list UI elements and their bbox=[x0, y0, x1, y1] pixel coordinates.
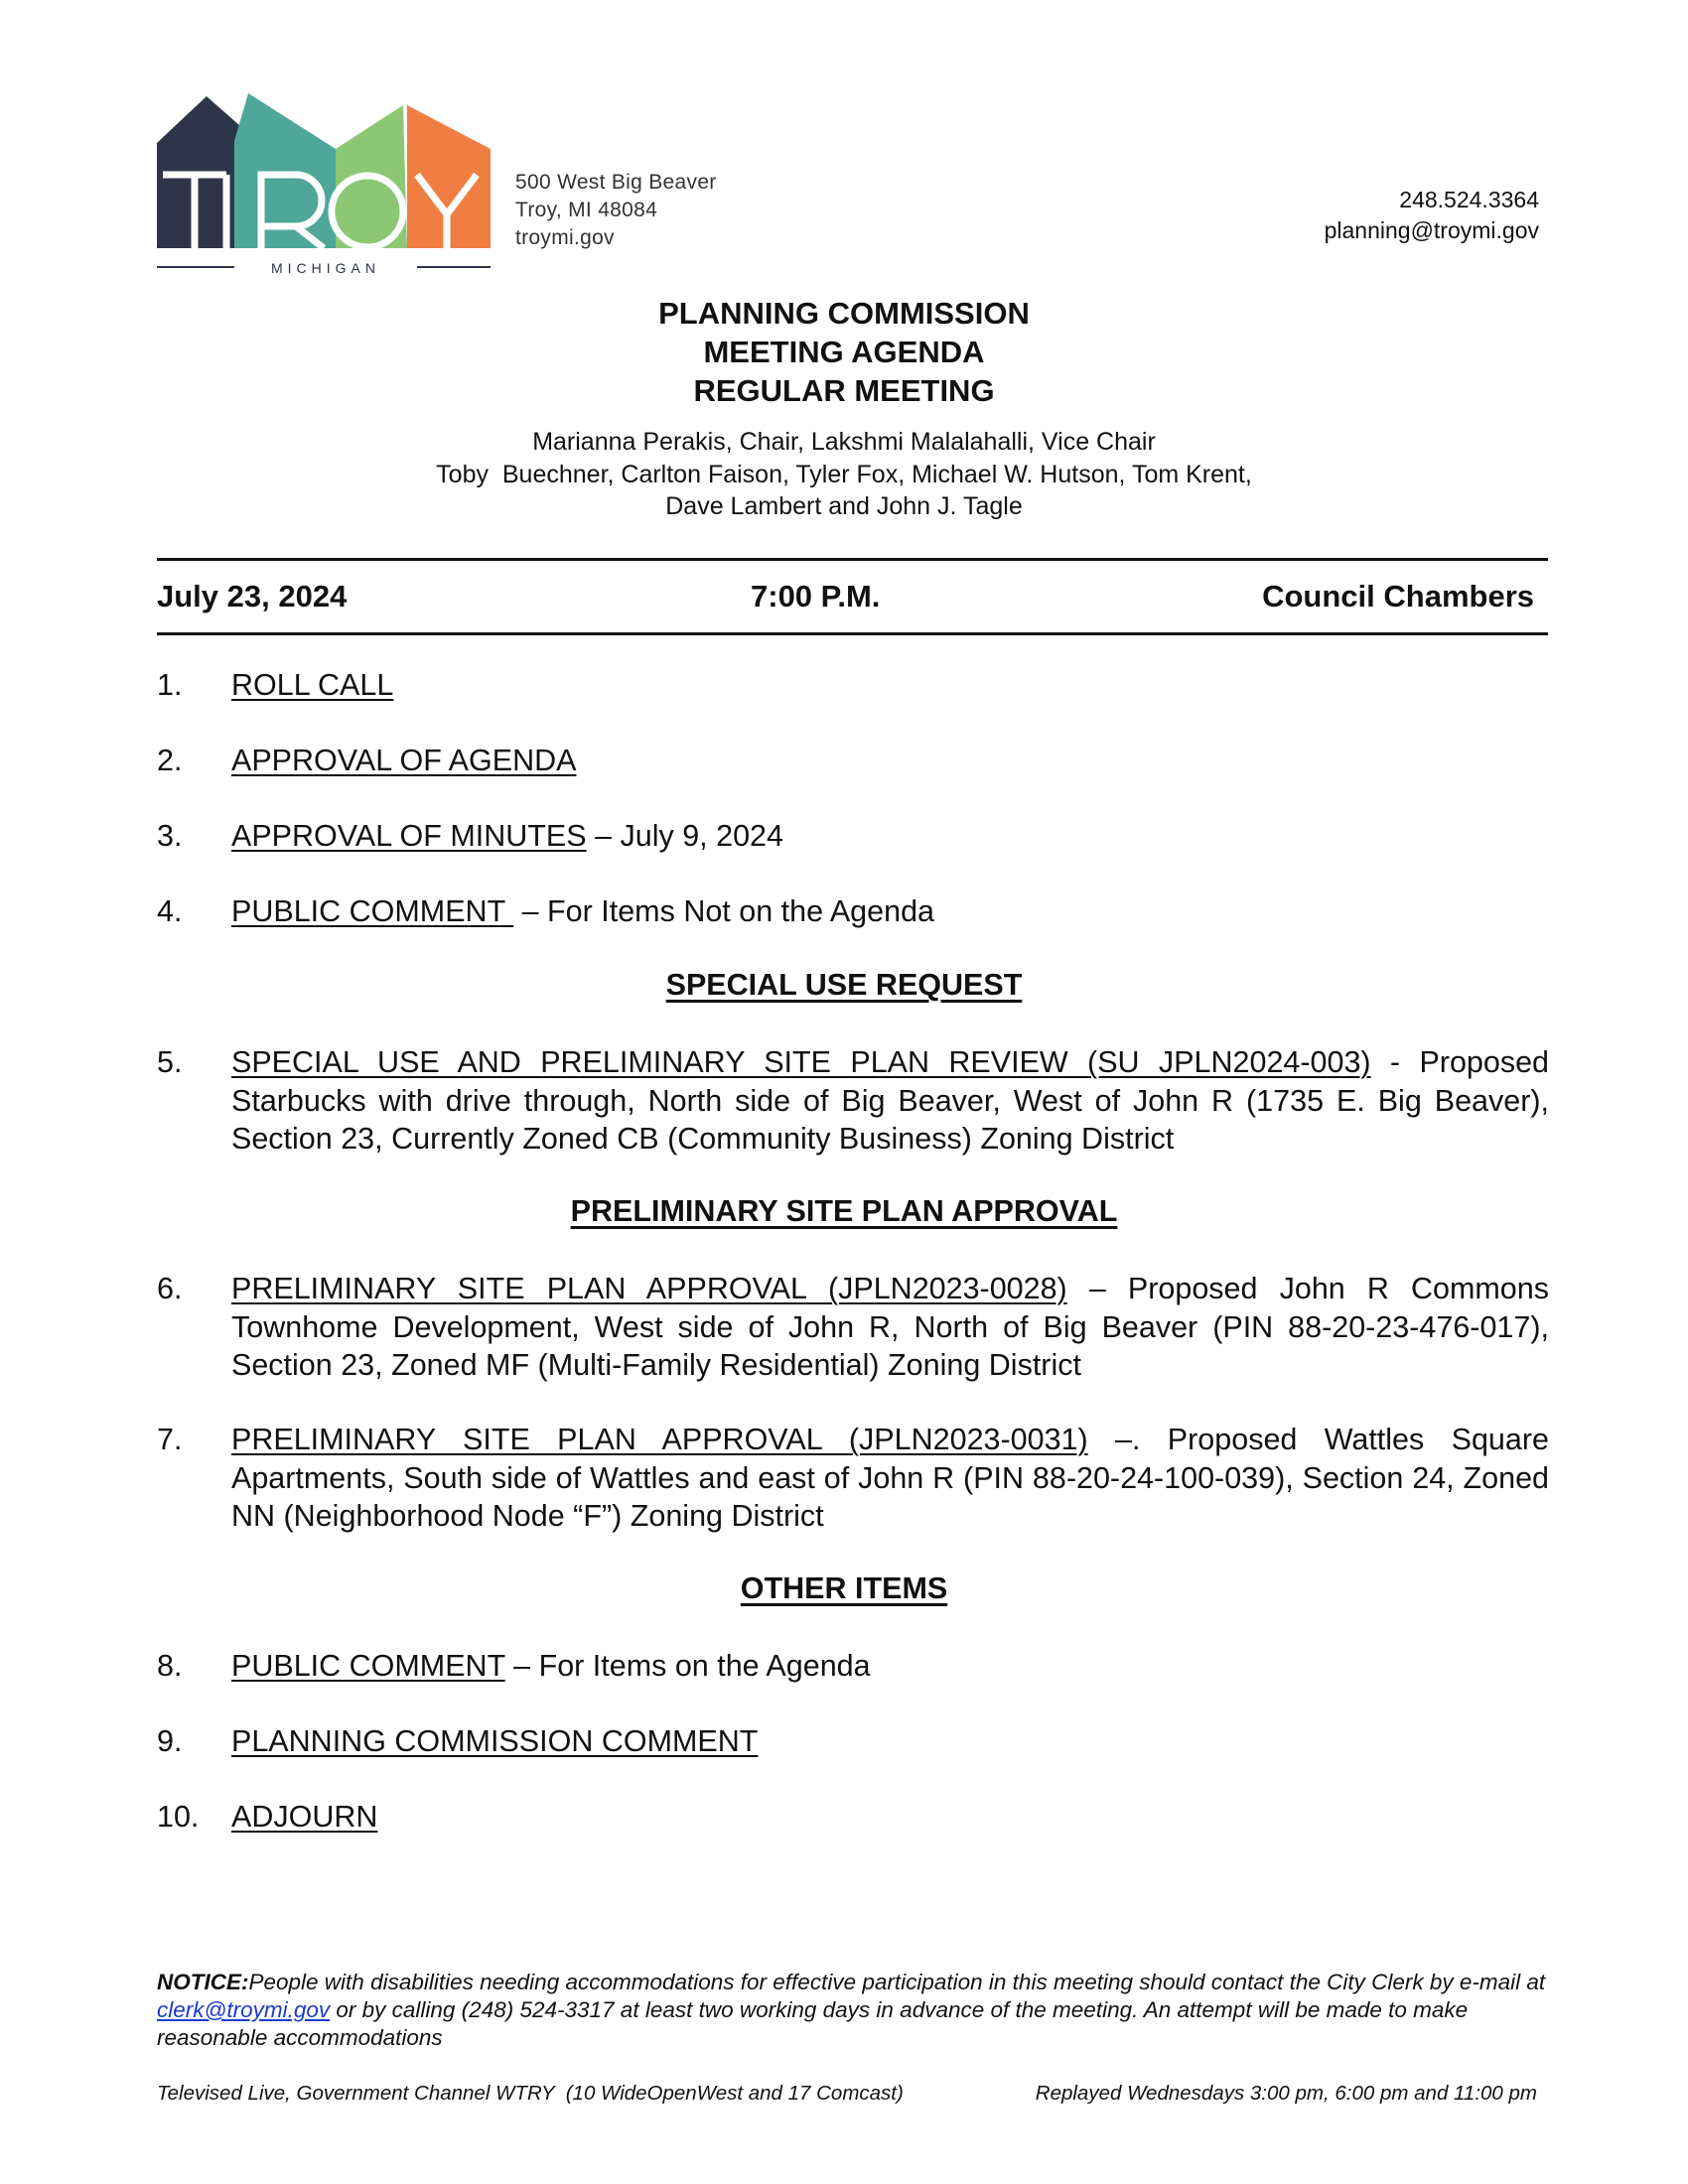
address-city: Troy, MI 48084 bbox=[515, 199, 658, 221]
meeting-date: July 23, 2024 bbox=[157, 579, 348, 614]
agenda-item bbox=[157, 817, 1549, 856]
notice-label: NOTICE: bbox=[157, 1970, 249, 1994]
agenda-item bbox=[157, 1421, 1549, 1536]
website-link[interactable]: troymi.gov bbox=[515, 226, 615, 249]
section-heading: PRELIMINARY SITE PLAN APPROVAL bbox=[570, 1194, 1118, 1228]
replay-info: Replayed Wednesdays 3:00 pm, 6:00 pm and 11:00 pm bbox=[1035, 2082, 1537, 2105]
item-detail: – For Items on the Agenda bbox=[504, 1649, 871, 1683]
item-number: 9. bbox=[157, 1724, 183, 1758]
item-title: SPECIAL USE AND PRELIMINARY SITE PLAN REVIEW (SU JPLN2024-003) bbox=[231, 1045, 1371, 1079]
meeting-time: 7:00 P.M. bbox=[751, 579, 881, 614]
clerk-email-link[interactable]: clerk@troymi.gov bbox=[157, 1997, 331, 2022]
members-line-2: Toby Buechner, Carlton Faison, Tyler Fox, Michael W. Hutson, Tom Krent, bbox=[436, 460, 1252, 488]
item-number: 7. bbox=[157, 1423, 183, 1456]
item-title: APPROVAL OF AGENDA bbox=[231, 744, 577, 777]
item-number: 8. bbox=[157, 1649, 183, 1683]
agenda-item bbox=[157, 1270, 1549, 1385]
address-block bbox=[515, 169, 717, 252]
divider-top bbox=[157, 558, 1548, 561]
address-street: 500 West Big Beaver bbox=[515, 171, 717, 194]
item-detail: - Proposed Starbucks with drive through, North side of Big Beaver, West of John R (1735 E. Big Beaver), Section 23, Currently Zoned CB (Community Business) Zoning District bbox=[231, 1045, 1550, 1156]
notice-text: People with disabilities needing accommodations for effective participation in this meeting should contact the City Clerk by e-mail at bbox=[248, 1970, 1546, 1994]
section-heading: OTHER ITEMS bbox=[740, 1571, 948, 1605]
item-detail: – For Items Not on the Agenda bbox=[513, 894, 934, 928]
item-title: PUBLIC COMMENT bbox=[231, 894, 514, 928]
section-heading: SPECIAL USE REQUEST bbox=[665, 968, 1023, 1002]
agenda-item bbox=[157, 742, 1549, 780]
item-title: PRELIMINARY SITE PLAN APPROVAL (JPLN2023-0031) bbox=[231, 1423, 1088, 1456]
item-number: 6. bbox=[157, 1272, 183, 1305]
members-line-1: Marianna Perakis, Chair, Lakshmi Malalahalli, Vice Chair bbox=[532, 428, 1156, 456]
divider-bottom bbox=[157, 632, 1548, 635]
agenda-item bbox=[157, 1043, 1549, 1159]
agenda-item bbox=[157, 1647, 1549, 1686]
title-line-3: REGULAR MEETING bbox=[693, 373, 995, 408]
item-title: ADJOURN bbox=[231, 1800, 378, 1834]
item-detail: –. Proposed Wattles Square Apartments, South side of Wattles and east of John R (PIN 88-20-24-100-039), Section 24, Zoned NN (Neighborhood Node “F”) Zoning District bbox=[231, 1423, 1549, 1533]
item-title: ROLL CALL bbox=[231, 668, 394, 702]
item-title: PUBLIC COMMENT bbox=[231, 1649, 505, 1683]
agenda-item bbox=[157, 892, 1549, 931]
item-detail: – July 9, 2024 bbox=[586, 819, 783, 853]
item-title: PLANNING COMMISSION COMMENT bbox=[231, 1724, 759, 1758]
item-number: 10. bbox=[157, 1800, 200, 1834]
document-title bbox=[0, 294, 1688, 410]
item-detail: – Proposed John R Commons Townhome Development, West side of John R, North of Big Beaver (PIN 88-20-23-476-017), Section 23, Zoned MF (Multi-Family Residential) Zoning District bbox=[231, 1272, 1549, 1382]
notice-text-continued: or by calling (248) 524-3317 at least two working days in advance of the meeting. An attempt will be made to make reasonable accommodations bbox=[157, 1997, 1469, 2050]
agenda-item bbox=[157, 666, 1549, 705]
item-number: 1. bbox=[157, 668, 183, 702]
commission-members bbox=[0, 426, 1688, 523]
members-line-3: Dave Lambert and John J. Tagle bbox=[665, 492, 1023, 520]
phone-number: 248.524.3364 bbox=[1399, 187, 1539, 212]
item-number: 4. bbox=[157, 894, 183, 928]
agenda-item bbox=[157, 1722, 1549, 1761]
contact-block bbox=[1325, 185, 1539, 246]
troy-logo bbox=[157, 93, 491, 274]
title-line-1: PLANNING COMMISSION bbox=[658, 296, 1030, 331]
agenda-item bbox=[157, 1798, 1549, 1837]
logo-state-text: MICHIGAN bbox=[271, 260, 380, 274]
title-line-2: MEETING AGENDA bbox=[703, 335, 985, 369]
accessibility-notice bbox=[157, 1969, 1547, 2052]
item-number: 5. bbox=[157, 1045, 183, 1079]
item-number: 3. bbox=[157, 819, 183, 853]
planning-email[interactable]: planning@troymi.gov bbox=[1324, 217, 1539, 243]
meeting-location: Council Chambers bbox=[1262, 579, 1534, 614]
item-title: APPROVAL OF MINUTES bbox=[231, 819, 587, 853]
televised-info: Televised Live, Government Channel WTRY (10 WideOpenWest and 17 Comcast) bbox=[157, 2082, 904, 2105]
item-number: 2. bbox=[157, 744, 183, 777]
item-title: PRELIMINARY SITE PLAN APPROVAL (JPLN2023-0028) bbox=[231, 1272, 1067, 1305]
